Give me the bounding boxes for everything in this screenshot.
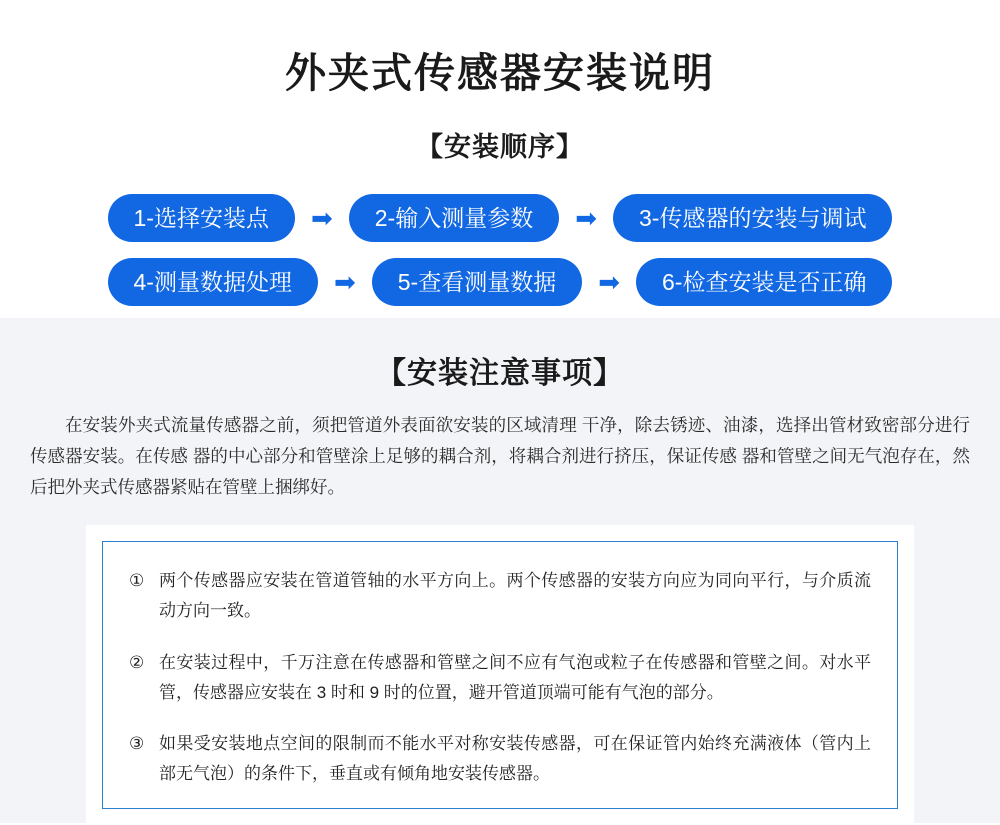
notice-item-number: ② bbox=[129, 652, 145, 672]
notice-card bbox=[86, 525, 914, 825]
notice-item-number: ③ bbox=[129, 734, 145, 754]
notice-heading: 【安装注意事项】 bbox=[376, 357, 624, 390]
notice-card-border bbox=[102, 541, 898, 809]
flow-step-2[interactable]: 2-输入测量参数 bbox=[349, 194, 559, 242]
flow-step-5[interactable]: 5-查看测量数据 bbox=[372, 258, 582, 306]
flow-step-4[interactable]: 4-测量数据处理 bbox=[108, 258, 318, 306]
header-section bbox=[0, 0, 1000, 318]
flow-step-3[interactable]: 3-传感器的安装与调试 bbox=[613, 194, 892, 242]
install-sequence-heading: 【安装顺序】 bbox=[416, 132, 584, 162]
flow-row-1 bbox=[0, 194, 1000, 242]
flow-row-2 bbox=[0, 258, 1000, 306]
page-title: 外夹式传感器安装说明 bbox=[285, 50, 715, 96]
arrow-right-icon: ➡ bbox=[598, 267, 621, 297]
arrow-right-icon: ➡ bbox=[575, 203, 598, 233]
notice-item-text: 在安装过程中，千万注意在传感器和管壁之间不应有气泡或粒子在传感器和管壁之间。对水平管，传感器应安装在 3 时和 9 时的位置，避开管道顶端可能有气泡的部分。 bbox=[159, 652, 871, 702]
notice-item-text: 如果受安装地点空间的限制而不能水平对称安装传感器，可在保证管内始终充满液体（管内上部无气泡）的条件下，垂直或有倾角地安装传感器。 bbox=[159, 734, 871, 784]
flow-step-6[interactable]: 6-检查安装是否正确 bbox=[636, 258, 892, 306]
notice-item bbox=[129, 648, 871, 708]
install-flow bbox=[0, 194, 1000, 306]
flow-step-1[interactable]: 1-选择安装点 bbox=[108, 194, 295, 242]
notice-item bbox=[129, 729, 871, 789]
arrow-right-icon: ➡ bbox=[310, 203, 333, 233]
arrow-right-icon: ➡ bbox=[333, 267, 356, 297]
notice-item bbox=[129, 566, 871, 626]
notice-item-number: ① bbox=[129, 571, 145, 591]
notice-item-text: 两个传感器应安装在管道管轴的水平方向上。两个传感器的安装方向应为同向平行，与介质流动方向一致。 bbox=[159, 571, 871, 621]
notice-section bbox=[0, 318, 1000, 823]
notice-intro-paragraph: 在安装外夹式流量传感器之前，须把管道外表面欲安装的区域清理 干净，除去锈迹、油漆，选择出管材致密部分进行传感器安装。在传感 器的中心部分和管壁涂上足够的耦合剂，将耦合剂进行挤压，保证传感 器和管壁之间无气泡存在，然后把外夹式传感器紧贴在管壁上捆绑好。 bbox=[30, 415, 970, 498]
